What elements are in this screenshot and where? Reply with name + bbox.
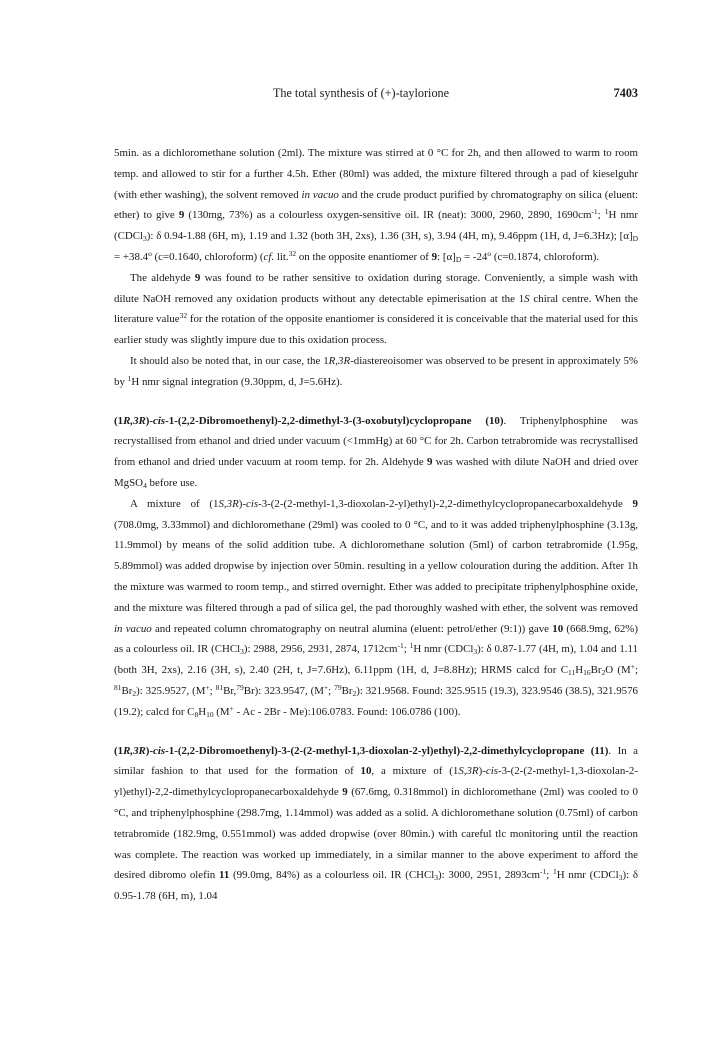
italic-span: cis [153,414,166,427]
text-span: Br [121,684,133,697]
subscript: 3 [240,647,244,657]
text-span: (130mg, 73%) as a colourless oxygen-sensitive oil. IR (neat): 3000, 2960, 2890, 1690cm [184,209,592,222]
superscript: + [630,662,635,672]
text-span: ): 325.9527, (M [136,684,206,697]
superscript: + [205,682,210,692]
paragraph-diastereoisomer-note [114,351,638,393]
text-span: ; [546,869,554,882]
superscript: + [323,682,329,692]
compound-number: 9 [431,250,438,263]
page-header [84,86,638,106]
page-number: 7403 [613,86,638,100]
text-span: Br [590,664,602,677]
text-span: ): δ 0.87-1.77 (4H, m), 1.04 and 1.11 (both 3H, 2xs), 2.16 (3H, s), 2.40 (2H, t, J=7.6Hz), 6.11ppm (1H, d, J=8.8Hz); HRMS calcd for C [114,643,639,677]
superscript: 79 [334,682,342,692]
subscript: D [632,234,638,244]
subscript: 2 [352,688,357,698]
text-span: before use. [146,476,198,489]
compound-number: 9 [194,271,201,284]
text-span: was found to be rather sensitive to oxidation during storage. Conveniently, a simple wash with dilute NaOH removed any oxidation products without any detectable epimerisation at the 1 [114,271,639,305]
subscript: 3 [434,873,439,883]
text-span: ): 321.9568. Found: 325.9515 (19.3), 323.9546 (38.5), 321.9576 (19.2); calcd for C [114,684,638,718]
italic-span: S,3R [218,497,239,510]
superscript: o [487,248,492,258]
text-span: H nmr (CDCl [413,643,474,656]
text-span: )- [145,414,154,427]
text-span: A mixture of (1 [130,497,219,510]
text-span: (67.6mg, 0.318mmol) in dichloromethane (2ml) was cooled to 0 °C, and triphenylphosphine (298.7mg, 1.14mmol) was added as a solid. A dichloromethane solution (0.75ml) of carbon tetrabromide (182.9mg, 0.551mmol) was added dropwise (over 80min.) with careful tlc monitoring until the reaction was complete. The reaction was worked up immediately, in a similar manner to the above experiment to afford the desired dibromo olefin [114,786,639,882]
compound-number: 10 [552,622,564,635]
text-span: ): δ 0.95-1.78 (6H, m), 1.04 [114,869,638,903]
text-span: and repeated column chromatography on neutral alumina (eluent: petrol/ether (9:1)) gave [151,622,553,635]
subscript: 10 [206,709,214,719]
compound-number: 9 [426,456,433,469]
paragraph-aldehyde-prep-end [114,143,638,268]
text-span: ; [597,209,605,222]
text-span: (99.0mg, 84%) as a colourless oil. IR (CHCl [229,869,435,882]
subscript: 8 [194,709,199,719]
paragraph-oxidation-note [114,268,638,351]
text-span: O (M [605,664,631,677]
subscript: 2 [601,668,606,678]
italic-span: S [524,292,530,305]
subscript: 4 [143,480,147,490]
text-span: = +38.4 [114,250,149,263]
text-span: (1 [114,414,124,427]
subscript: 3 [143,234,147,244]
text-span: ; [209,684,216,697]
compound-number: 9 [632,497,638,510]
italic-span: R,3R [123,744,146,757]
text-span: (c=0.1640, chloroform) ( [151,250,264,263]
paragraph-compound-11 [114,741,638,907]
text-span: It should also be noted that, in our case, the 1 [130,354,329,367]
subscript: 2 [132,688,137,698]
text-span: . Triphenylphosphine was recrystallised from ethanol and dried under vacuum (<1mmHg) at 60 °C for 2h. Carbon tetrabromide was recrystallised from ethanol and dried under vacuum at room temp. for 2h. Aldehyde [114,414,638,469]
text-span: on the opposite enantiomer of [296,250,432,263]
italic-span: S,3R [458,765,479,778]
paragraph-compound-10-heading [114,411,638,494]
text-span: Br, [223,684,237,697]
italic-span: R,3R [328,354,351,367]
italic-span: cf. [263,250,275,263]
superscript: 81 [215,682,224,692]
subscript: 3 [473,647,478,657]
italic-span: R,3R [123,414,146,427]
article-body [114,143,638,907]
text-span: (708.0mg, 3.33mmol) and dichloromethane (29ml) was cooled to 0 °C, and to it was added triphenylphosphine (3.13g, 11.9mmol) by means of the solid addition tube. A dichloromethane solution (5ml) of carbon tetrabromide (1.95g, 5.89mmol) was added dropwise by injection over 50min. resulting in a yellow colouration during the addition. After 1h the mixture was warmed to room temp., and stirred overnight. Ether was added to precipitate triphenylphosphine oxide, and the mixture was filtered through a pad of silica gel, the pad thoroughly washed with ether, the solvent was removed [114,518,638,614]
superscript: 1 [409,641,414,651]
text-span: was washed with dilute NaOH and dried over MgSO [114,456,638,489]
text-span: (1 [114,744,124,757]
text-span: -1-(2,2-Dibromoethenyl)-2,2-dimethyl-3-(3-oxobutyl)cyclopropane (10) [165,414,504,427]
text-span: Br [341,684,353,697]
text-span: H [575,664,584,677]
text-span: H nmr (CDCl [556,869,619,882]
superscript: 81 [114,682,122,692]
running-title: The total synthesis of (+)-taylorione [272,86,450,100]
text-span: : [α] [437,250,456,263]
text-span: )- [478,765,486,778]
italic-span: cis [246,497,259,510]
superscript: 1 [127,373,132,383]
citation-superscript: 32 [179,311,188,321]
superscript: 79 [236,682,244,692]
subscript: 3 [618,873,623,883]
text-span: )- [145,744,154,757]
compound-number: 9 [342,786,348,799]
italic-span: cis [485,765,498,778]
text-span: for the rotation of the opposite enantiomer is considered it is conceivable that the material used for this earlier study was slightly impure due to this oxidation process. [114,313,638,347]
text-span: The aldehyde [130,271,195,284]
text-span: -3-(2-(2-methyl-1,3-dioxolan-2-yl)ethyl)-2,2-dimethylcyclopropanecarboxaldehyde [114,765,638,799]
text-span: H nmr signal integration (9.30ppm, d, J=5.6Hz). [131,375,343,388]
superscript: -1 [397,641,404,651]
paragraph-compound-10-procedure [114,494,638,723]
text-span: ; [328,684,335,697]
text-span: chiral centre. When the literature value [114,292,638,326]
text-span: )- [238,497,246,510]
text-span: 5min. as a dichloromethane solution (2ml). The mixture was stirred at 0 °C for 2h, and then allowed to warm to room temp. and allowed to stir for a further 4.5h. Ether (80ml) was added, the mixture filtered through a pad of kieselguhr (with ether washing), the solvent removed [114,147,638,201]
text-span: H [198,705,207,718]
text-span: ): 3000, 2951, 2893cm [438,869,541,882]
italic-span: in vacuo [114,622,152,635]
subscript: 16 [583,668,591,678]
superscript: -1 [540,867,547,877]
text-span: - Ac - 2Br - Me):106.0783. Found: 106.0786 (100). [233,705,461,718]
compound-heading [114,415,503,427]
text-span: = -24 [461,250,488,263]
text-span: ): δ 0.94-1.88 (6H, m), 1.19 and 1.32 (both 3H, 2xs), 1.36 (3H, s), 3.94 (4H, m), 9.46ppm (1H, d, J=6.3Hz); [α] [146,230,633,243]
subscript: 11 [567,668,576,678]
text-span: H nmr (CDCl [114,209,639,243]
compound-number: 10 [360,765,372,778]
superscript: 1 [553,867,557,877]
subscript: D [455,254,462,264]
text-span: (668.9mg, 62%) as a colourless oil. IR (CHCl [114,622,638,656]
text-span: -1-(2,2-Dibromoethenyl)-3-(2-(2-methyl-1,3-dioxolan-2-yl)ethyl)-2,2-dimethylcyclopropane (11) [165,744,609,757]
italic-span: cis [153,744,166,757]
text-span: (M [213,705,230,718]
compound-number: 9 [178,209,185,222]
compound-number: 11 [218,869,230,882]
text-span: . In a similar fashion to that used for the formation of [114,744,639,778]
compound-heading [114,745,608,757]
superscript: + [229,703,234,713]
text-span: and the crude product purified by chromatography on silica (eluent: ether) to give [114,188,639,222]
text-span: ): 2988, 2956, 2931, 2874, 1712cm [243,643,398,656]
superscript: -1 [591,207,598,217]
text-span: -diastereoisomer was observed to be present in approximately 5% by [114,354,638,388]
text-span: Br): 323.9547, (M [243,684,324,697]
text-span: (c=0.1874, chloroform). [491,250,600,263]
superscript: o [148,248,152,258]
text-span: ; [634,664,638,677]
italic-span: in vacuo [301,188,339,201]
superscript: 1 [604,207,609,217]
citation-superscript: 32 [288,248,297,258]
text-span: , a mixture of (1 [371,765,459,778]
text-span: -3-(2-(2-methyl-1,3-dioxolan-2-yl)ethyl)-2,2-dimethylcyclopropanecarboxaldehyde [258,497,633,510]
text-span: lit. [274,250,289,263]
text-span: ; [403,643,410,656]
